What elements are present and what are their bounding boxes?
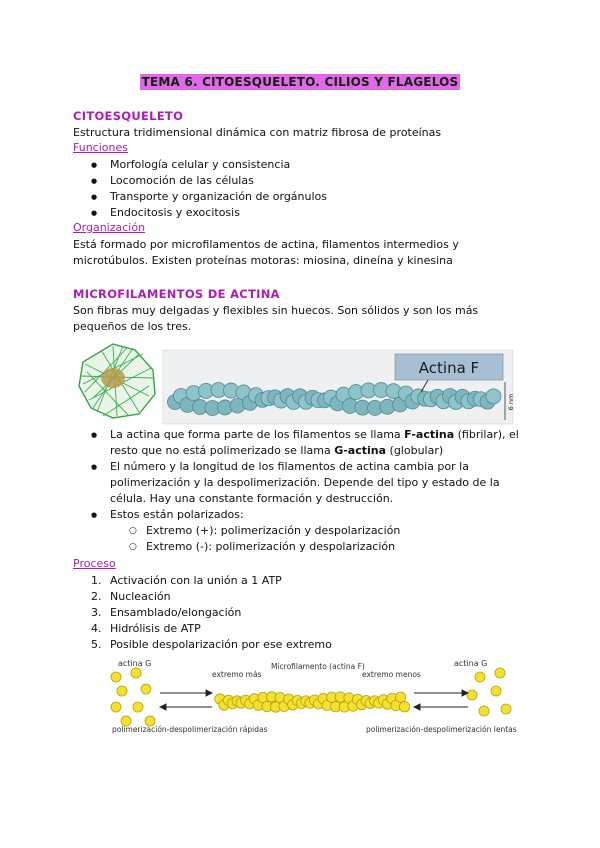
g-actin-monomers-right	[467, 668, 511, 716]
actin-bead	[486, 389, 501, 404]
microfilamentos-intro: Son fibras muy delgadas y flexibles sin huecos. Son sólidos y son los más pequeños de los tres.	[73, 304, 479, 333]
rapida-label: polimerización-despolimerización rápidas	[112, 725, 268, 734]
list-item: ○ Extremo (-): polimerización y despolarización	[146, 539, 400, 555]
section-heading-citoesqueleto: CITOESQUELETO	[73, 109, 184, 123]
actina-bullets	[110, 427, 530, 523]
actin-filament-figure	[163, 350, 513, 424]
list-item: ● Morfología celular y consistencia	[110, 157, 327, 173]
list-item: 5. Posible despolarización por ese extremo	[91, 638, 332, 651]
list-item: ● Estos están polarizados:	[110, 507, 530, 523]
g-actin-monomer	[491, 686, 501, 696]
lenta-label: polimerización-despolimerización lentas	[366, 725, 517, 734]
page-title: TEMA 6. CITOESQUELETO. CILIOS Y FLAGELOS	[141, 75, 459, 89]
section-heading-microfilamentos: MICROFILAMENTOS DE ACTINA	[73, 287, 280, 301]
list-item: 3. Ensamblado/elongación	[91, 606, 242, 619]
extremos-list	[146, 523, 400, 555]
cell-illustration	[73, 338, 161, 422]
f-actin-filament	[215, 692, 410, 712]
list-item: 4. Hidrólisis de ATP	[91, 622, 201, 635]
organizacion-text: Está formado por microfilamentos de actina, filamentos intermedios y microtúbulos. Existen proteínas motoras: miosina, dineína y kinesina	[73, 238, 459, 267]
actina-g-right-label: actina G	[454, 659, 488, 668]
g-actin-monomer	[133, 702, 143, 712]
g-actin-monomer	[111, 672, 121, 682]
list-item: ○ Extremo (+): polimerización y despolarización	[146, 523, 400, 539]
list-item: 1. Activación con la unión a 1 ATP	[91, 574, 282, 587]
g-actin-monomer	[467, 690, 477, 700]
extremo-mas-label: extremo más	[212, 670, 262, 679]
subheading-proceso: Proceso	[73, 557, 116, 570]
f-actin-bead	[399, 702, 409, 712]
f-actin-bead	[395, 692, 405, 702]
scale-label: 6 nm	[507, 393, 515, 411]
g-actin-monomer	[141, 684, 151, 694]
list-item: ● Locomoción de las células	[110, 173, 327, 189]
subheading-organizacion: Organización	[73, 221, 146, 234]
actina-f-label: Actina F	[418, 359, 480, 377]
list-item: ● Transporte y organización de orgánulos	[110, 189, 327, 205]
polymerization-diagram	[108, 655, 520, 747]
g-actin-monomer	[479, 706, 489, 716]
g-actin-monomer	[117, 686, 127, 696]
funciones-list	[110, 157, 327, 221]
actina-g-left-label: actina G	[118, 659, 152, 668]
citoesqueleto-intro: Estructura tridimensional dinámica con matriz fibrosa de proteínas	[73, 126, 442, 139]
list-item: ● La actina que forma parte de los filamentos se llama F-actina (fibrilar), el resto que no está polimerizado se llama G-actina (globular)	[110, 427, 530, 459]
g-actin-monomer	[475, 672, 485, 682]
extremo-menos-label: extremo menos	[362, 670, 421, 679]
list-item: ● Endocitosis y exocitosis	[110, 205, 327, 221]
title-container	[0, 74, 600, 90]
list-item: 2. Nucleación	[91, 590, 171, 603]
g-actin-monomers-left	[111, 668, 155, 726]
proceso-list	[91, 573, 332, 653]
subheading-funciones: Funciones	[73, 141, 128, 154]
list-item: ● El número y la longitud de los filamentos de actina cambia por la polimerización y la despolimerización. Depende del tipo y estado de la célula. Hay una constante formación y destrucción.	[110, 459, 530, 507]
microfilamento-label: Microfilamento (actina F)	[271, 662, 365, 671]
g-actin-monomer	[111, 702, 121, 712]
g-actin-monomer	[495, 668, 505, 678]
g-actin-monomer	[501, 704, 511, 714]
g-actin-monomer	[131, 668, 141, 678]
